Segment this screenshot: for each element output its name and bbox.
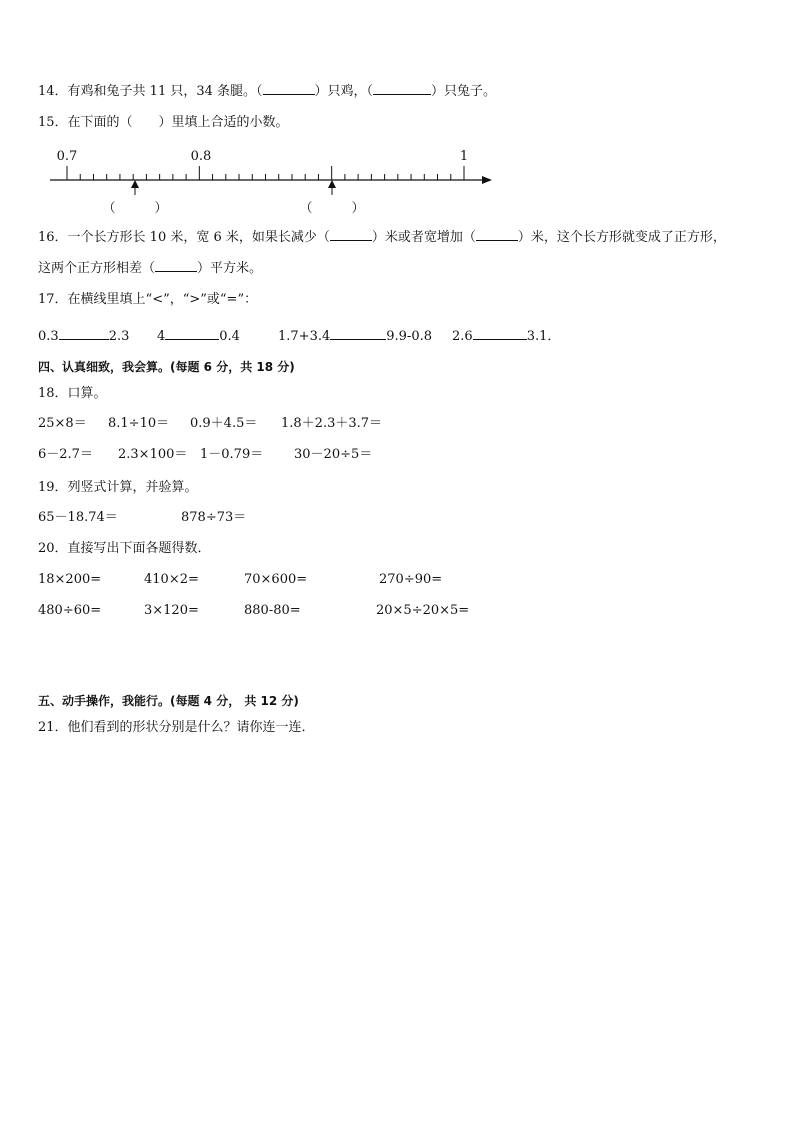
number-line bbox=[40, 142, 510, 222]
question-14 bbox=[38, 82, 496, 101]
q17-item-3-right: 9.9-0.8 bbox=[386, 329, 432, 344]
q15-answer-paren-2[interactable]: （ ） bbox=[299, 201, 365, 216]
q18-row2-item-2: 2.3×100＝ bbox=[118, 447, 188, 462]
q20-row1-item-2: 410×2= bbox=[144, 572, 199, 587]
q16-text-b: ）米或者宽增加（ bbox=[371, 230, 476, 245]
question-16-line-2 bbox=[38, 259, 262, 278]
q17-item-3 bbox=[278, 327, 432, 346]
q18-row1-item-3: 0.9＋4.5＝ bbox=[190, 416, 258, 431]
q17-item-1-right: 2.3 bbox=[108, 329, 130, 344]
q17-item-2-right: 0.4 bbox=[219, 329, 240, 344]
q14-suffix: ）只兔子。 bbox=[431, 84, 497, 99]
q14-blank-rabbits[interactable] bbox=[373, 82, 431, 95]
q14-mid: ）只鸡，（ bbox=[314, 84, 374, 99]
question-16-line-1 bbox=[38, 228, 726, 247]
q16-text-c: ）米，这个长方形就变成了正方形， bbox=[517, 230, 726, 245]
q18-row1-item-4: 1.8＋2.3＋3.7＝ bbox=[281, 416, 383, 431]
q17-item-4-blank[interactable] bbox=[473, 327, 527, 340]
q17-item-3-left: 1.7+3.4 bbox=[278, 329, 331, 344]
q17-item-4-left: 2.6 bbox=[452, 329, 473, 344]
q20-row2-item-1: 480÷60= bbox=[38, 603, 102, 618]
q16-text-d: 这两个正方形相差（ bbox=[38, 261, 156, 276]
q18-row1-item-1: 25×8＝ bbox=[38, 416, 87, 431]
q18-row2-item-3: 1－0.79＝ bbox=[200, 447, 264, 462]
q17-item-4-right: 3.1． bbox=[526, 329, 561, 344]
number-line-label-1: 1 bbox=[459, 149, 469, 164]
q17-item-2-left: 4 bbox=[157, 329, 166, 344]
question-19: 19．列竖式计算，并验算。 bbox=[38, 480, 198, 495]
q18-row2-item-4: 30－20÷5＝ bbox=[294, 447, 373, 462]
q18-row2-item-1: 6－2.7＝ bbox=[38, 447, 93, 462]
question-15 bbox=[38, 114, 289, 132]
q19-item-1: 65－18.74＝ bbox=[38, 510, 118, 525]
q18-row1-item-2: 8.1÷10＝ bbox=[108, 416, 170, 431]
q14-prefix: 14．有鸡和兔子共 11 只，34 条腿。（ bbox=[38, 84, 263, 99]
q16-text-a: 16．一个长方形长 10 米，宽 6 米，如果长减少（ bbox=[38, 230, 330, 245]
q17-item-4 bbox=[452, 327, 560, 346]
q20-row1-item-4: 270÷90= bbox=[379, 572, 443, 587]
number-line-label-0-7: 0.7 bbox=[56, 149, 78, 164]
up-arrow-marker-1 bbox=[131, 180, 139, 195]
question-17 bbox=[38, 291, 257, 309]
question-21: 21．他们看到的形状分别是什么？请你连一连． bbox=[38, 720, 315, 735]
q17-text: 17．在横线里填上“<”，“>”或“=”： bbox=[38, 292, 258, 307]
section-4-heading: 四、认真细致，我会算。(每题 6 分，共 18 分) bbox=[38, 360, 295, 374]
number-line-arrowhead bbox=[482, 176, 492, 184]
q20-row2-item-4: 20×5÷20×5= bbox=[376, 603, 470, 618]
section-5-heading: 五、动手操作，我能行。(每题 4 分， 共 12 分) bbox=[38, 694, 299, 708]
q20-row2-item-3: 880-80= bbox=[244, 603, 301, 618]
q16-blank-length[interactable] bbox=[330, 228, 372, 241]
q17-item-3-blank[interactable] bbox=[330, 327, 386, 340]
q17-item-1-left: 0.3 bbox=[38, 329, 59, 344]
q17-item-1-blank[interactable] bbox=[59, 327, 109, 340]
q20-row2-item-2: 3×120= bbox=[144, 603, 199, 618]
q14-blank-chickens[interactable] bbox=[263, 82, 315, 95]
question-20: 20．直接写出下面各题得数． bbox=[38, 541, 211, 556]
q15-text: 15．在下面的（ ）里填上合适的小数。 bbox=[38, 115, 289, 130]
q16-blank-area[interactable] bbox=[155, 259, 197, 272]
number-line-ticks bbox=[67, 166, 464, 180]
q20-row1-item-3: 70×600= bbox=[244, 572, 308, 587]
question-18: 18．口算。 bbox=[38, 386, 107, 401]
up-arrow-marker-2 bbox=[328, 180, 336, 195]
q19-item-2: 878÷73＝ bbox=[181, 510, 247, 525]
q17-item-1 bbox=[38, 327, 129, 346]
q20-row1-item-1: 18×200= bbox=[38, 572, 102, 587]
q16-blank-width[interactable] bbox=[476, 228, 518, 241]
number-line-label-0-8: 0.8 bbox=[190, 149, 212, 164]
q17-item-2 bbox=[157, 327, 240, 346]
q16-text-e: ）平方米。 bbox=[197, 261, 263, 276]
q17-item-2-blank[interactable] bbox=[165, 327, 219, 340]
q15-answer-paren-1[interactable]: （ ） bbox=[102, 201, 168, 216]
